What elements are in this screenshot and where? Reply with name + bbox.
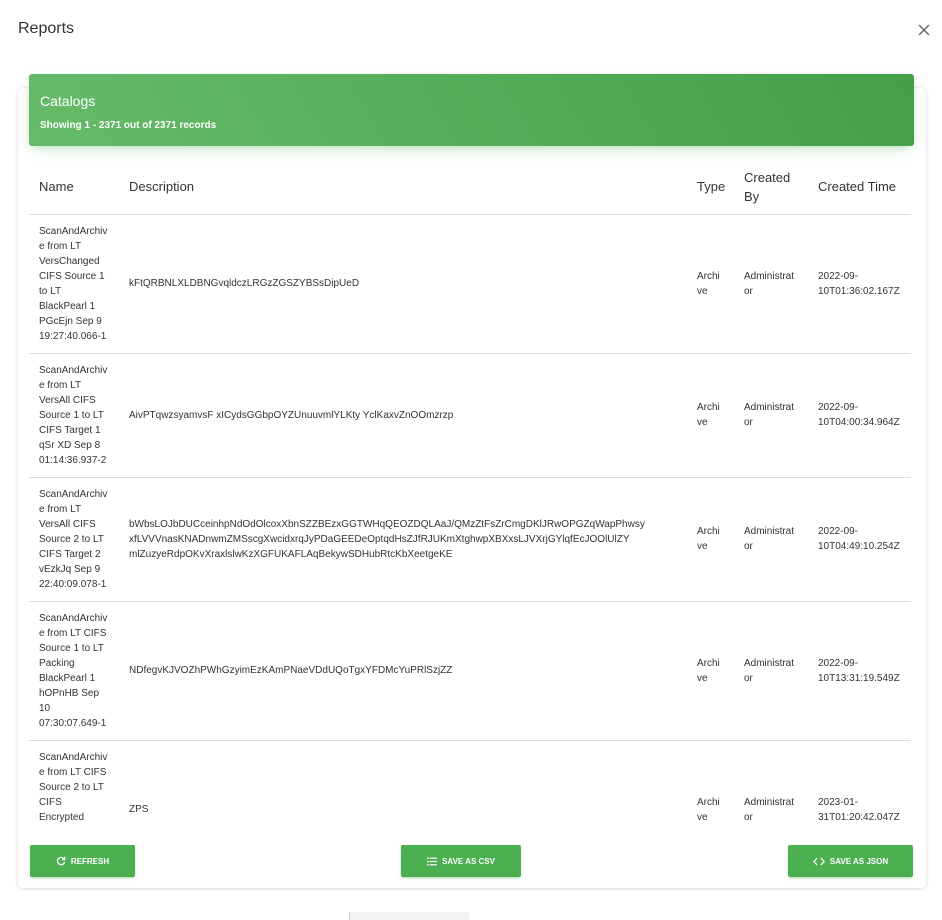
cell-created-time: 2022-09-10T04:49:10.254Z: [808, 477, 911, 601]
cell-description: bWbsLOJbDUCceinhpNdOdOlcoxXbnSZZBEzxGGTWHqQEOZDQLAaJ/QMzZtFsZrCmgDKlJRwOPGZqWapPhwsy xfLVVVnasKNADnwmZMSscgXwcidxrqJyPDaGEEDeOptqdHsZJfRJUKmXtghwpXBXxsLJVXrjGYlqfEcJOOlUlZY mlZuzyeRdpOKvXraxlslwKzXGFUKAFLAqBekywSDHubRtcKbXeetgeKE: [119, 477, 687, 601]
cell-type: Archive: [687, 214, 734, 353]
cell-name: ScanAndArchive from LT CIFS Source 1 to LT Packing BlackPearl 1 hOPnHB Sep 10 07:30:07.649-1: [29, 601, 119, 740]
cell-created-time: 2023-01-31T01:20:42.047Z: [808, 740, 911, 828]
table-row[interactable]: [29, 740, 911, 828]
cell-created-time: 2022-09-10T04:00:34.964Z: [808, 353, 911, 477]
column-header-created-by[interactable]: Created By: [734, 160, 808, 214]
cell-type: Archive: [687, 740, 734, 828]
save-json-button[interactable]: [788, 845, 913, 877]
catalogs-table-container[interactable]: [29, 160, 911, 828]
table-row[interactable]: [29, 214, 911, 353]
column-header-type[interactable]: Type: [687, 160, 734, 214]
cell-name: ScanAndArchive from LT CIFS Source 2 to LT CIFS Encrypted: [29, 740, 119, 828]
card-title: Catalogs: [40, 93, 96, 109]
table-row[interactable]: [29, 353, 911, 477]
cell-created-by: Administrator: [734, 214, 808, 353]
save-json-label: SAVE AS JSON: [829, 856, 889, 866]
cell-description: kFtQRBNLXLDBNGvqldczLRGzZGSZYBSsDipUeD: [119, 214, 687, 353]
column-header-created-time[interactable]: Created Time: [808, 160, 911, 214]
refresh-button[interactable]: [30, 845, 135, 877]
catalogs-table: [29, 160, 911, 828]
list-icon: [427, 857, 437, 866]
cell-name: ScanAndArchive from LT VersAll CIFS Source 1 to LT CIFS Target 1 qSr XD Sep 8 01:14:36.937-2: [29, 353, 119, 477]
records-count: Showing 1 - 2371 out of 2371 records: [40, 120, 217, 131]
table-row[interactable]: [29, 477, 911, 601]
cell-description: NDfegvKJVOZhPWhGzyimEzKAmPNaeVDdUQoTgxYFDMcYuPRlSzjZZ: [119, 601, 687, 740]
cell-name: ScanAndArchive from LT VersAll CIFS Source 2 to LT CIFS Target 2 vEzkJq Sep 9 22:40:09.078-1: [29, 477, 119, 601]
column-header-name[interactable]: Name: [29, 160, 119, 214]
cell-type: Archive: [687, 601, 734, 740]
card-header: [29, 74, 914, 146]
save-csv-button[interactable]: [401, 845, 521, 877]
cell-description: ZPS: [119, 740, 687, 828]
cell-created-by: Administrator: [734, 353, 808, 477]
cell-created-by: Administrator: [734, 601, 808, 740]
cell-name: ScanAndArchive from LT VersChanged CIFS Source 1 to LT BlackPearl 1 PGcEjn Sep 9 19:27:40.066-1: [29, 214, 119, 353]
close-button[interactable]: [914, 20, 934, 40]
underlying-page-fragment: [349, 912, 469, 920]
refresh-label: REFRESH: [70, 856, 110, 866]
cell-created-time: 2022-09-10T01:36:02.167Z: [808, 214, 911, 353]
save-csv-label: SAVE AS CSV: [442, 856, 495, 866]
cell-type: Archive: [687, 477, 734, 601]
cell-created-time: 2022-09-10T13:31:19.549Z: [808, 601, 911, 740]
refresh-icon: [56, 856, 66, 866]
code-icon: [813, 857, 825, 866]
table-row[interactable]: [29, 601, 911, 740]
cell-description: AivPTqwzsyamvsF xICydsGGbpOYZUnuuvmlYLKty YclKaxvZnOOmzrzp: [119, 353, 687, 477]
cell-created-by: Administrator: [734, 477, 808, 601]
cell-created-by: Administrator: [734, 740, 808, 828]
close-icon: [914, 20, 934, 40]
column-header-description[interactable]: Description: [119, 160, 687, 214]
cell-type: Archive: [687, 353, 734, 477]
catalogs-card: [18, 88, 926, 888]
table-header-row: [29, 160, 911, 214]
dialog-title: Reports: [18, 20, 75, 37]
